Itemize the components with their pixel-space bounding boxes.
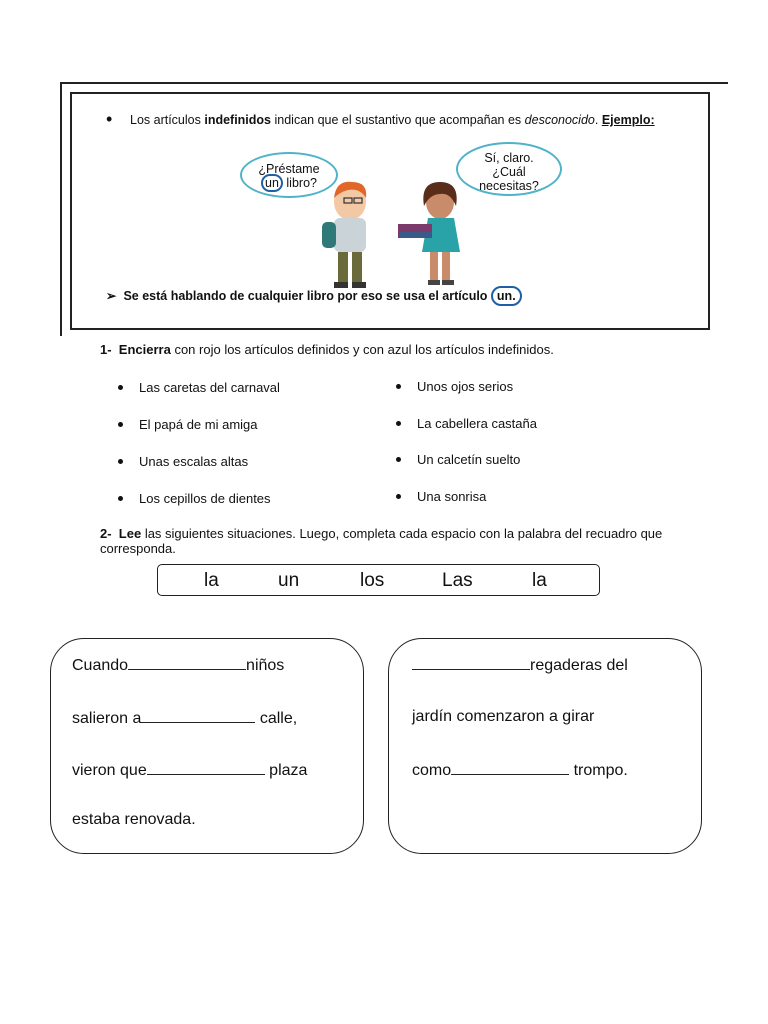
- speech-bubble-left: [240, 152, 338, 198]
- list-item: [396, 416, 537, 431]
- list-item-text: Una sonrisa: [417, 489, 487, 504]
- card-text: salieron a: [72, 710, 142, 727]
- word-bank-item: la: [204, 570, 219, 591]
- list-item: [118, 454, 248, 469]
- card-right-line-1: [412, 655, 628, 675]
- list-item: [118, 380, 280, 395]
- word-bank-item: un: [278, 570, 300, 591]
- info-text-1: Los artículos: [130, 113, 205, 127]
- list-item-text: Unos ojos serios: [417, 379, 514, 394]
- bubble-left-line2: libro?: [282, 176, 317, 190]
- list-item: [118, 417, 258, 432]
- list-item-text: Los cepillos de dientes: [139, 491, 271, 506]
- card-text: como: [412, 762, 452, 779]
- list-item: [396, 379, 513, 394]
- bubble-right-line2: ¿Cuál: [492, 165, 526, 179]
- speech-bubble-right: [456, 142, 562, 196]
- bullet-dot: [118, 385, 123, 390]
- conclusion-circled-word: un.: [491, 286, 522, 306]
- card-text: calle,: [255, 710, 298, 727]
- frame-left-line: [60, 82, 62, 336]
- illustration: [290, 180, 500, 290]
- fill-blank[interactable]: [141, 708, 255, 723]
- exercise-1-bold: Encierra: [118, 342, 171, 357]
- exercise-2-number: 2-: [100, 526, 112, 541]
- fill-blank[interactable]: [147, 760, 265, 775]
- boy-figure: [322, 182, 366, 288]
- bullet-dot: [396, 421, 401, 426]
- exercise-2-title: [100, 526, 710, 556]
- conclusion-text: Se está hablando de cualquier libro por eso se usa el artículo: [123, 289, 488, 303]
- card-text: jardín comenzaron a girar: [412, 708, 595, 725]
- card-right-line-2: [412, 708, 594, 726]
- word-bank: [157, 564, 600, 596]
- bullet-dot: [396, 457, 401, 462]
- card-text: estaba renovada.: [72, 811, 196, 828]
- conclusion-line: [106, 288, 522, 303]
- card-text: niños: [246, 657, 285, 674]
- list-item: [118, 491, 271, 506]
- bubble-right-line1: Sí, claro.: [484, 151, 534, 165]
- arrow-icon: ➢: [106, 289, 117, 303]
- bubble-left-circled-word: un: [261, 174, 283, 192]
- card-text: vieron que: [72, 762, 147, 779]
- card-text: Cuando: [72, 657, 129, 674]
- card-text: plaza: [264, 762, 308, 779]
- bubble-right-line3: necesitas?: [479, 179, 539, 193]
- card-left-line-3: [72, 760, 307, 780]
- exercise-2-bold: Lee: [118, 526, 142, 541]
- card-left-line-1: [72, 655, 284, 675]
- info-paragraph: [130, 112, 702, 129]
- exercise-1-instruction: con rojo los artículos definidos y con azul los artículos indefinidos.: [170, 342, 554, 357]
- info-italic: desconocido: [524, 113, 595, 127]
- word-bank-item: la: [532, 570, 547, 591]
- fill-blank[interactable]: [128, 655, 246, 670]
- card-text: trompo.: [569, 762, 628, 779]
- girl-figure: [398, 182, 460, 285]
- list-item-text: Un calcetín suelto: [417, 452, 521, 467]
- bullet-dot: [118, 496, 123, 501]
- bullet-dot: [396, 494, 401, 499]
- list-item-text: El papá de mi amiga: [139, 417, 258, 432]
- card-right-line-3: [412, 760, 628, 780]
- exercise-1-number: 1-: [100, 342, 112, 357]
- list-item: [396, 452, 520, 467]
- word-bank-item: Las: [442, 570, 473, 591]
- info-bold: indefinidos: [204, 113, 272, 127]
- fill-blank[interactable]: [451, 760, 569, 775]
- info-example: Ejemplo:: [601, 113, 655, 127]
- info-text-2: indican que el sustantivo que acompañan es: [271, 113, 525, 127]
- info-text-3: .: [594, 113, 602, 127]
- card-left-line-2: [72, 708, 297, 728]
- exercise-2-instruction: las siguientes situaciones. Luego, completa cada espacio con la palabra del recuadro que corresponda.: [100, 526, 663, 556]
- list-item-text: Unas escalas altas: [139, 454, 249, 469]
- card-left-line-4: [72, 811, 196, 829]
- list-item: [396, 489, 486, 504]
- list-item-text: Las caretas del carnaval: [139, 380, 280, 395]
- word-bank-item: los: [360, 570, 385, 591]
- bullet-dot: [396, 384, 401, 389]
- bullet-dot: [118, 422, 123, 427]
- card-text: regaderas del: [530, 657, 628, 674]
- bubble-left-line1: ¿Préstame: [258, 162, 320, 176]
- fill-blank[interactable]: [412, 655, 530, 670]
- bullet-dot: [118, 459, 123, 464]
- frame-top-line: [60, 82, 728, 84]
- exercise-1-title: [100, 342, 554, 357]
- info-bullet: •: [106, 109, 113, 129]
- list-item-text: La cabellera castaña: [417, 416, 537, 431]
